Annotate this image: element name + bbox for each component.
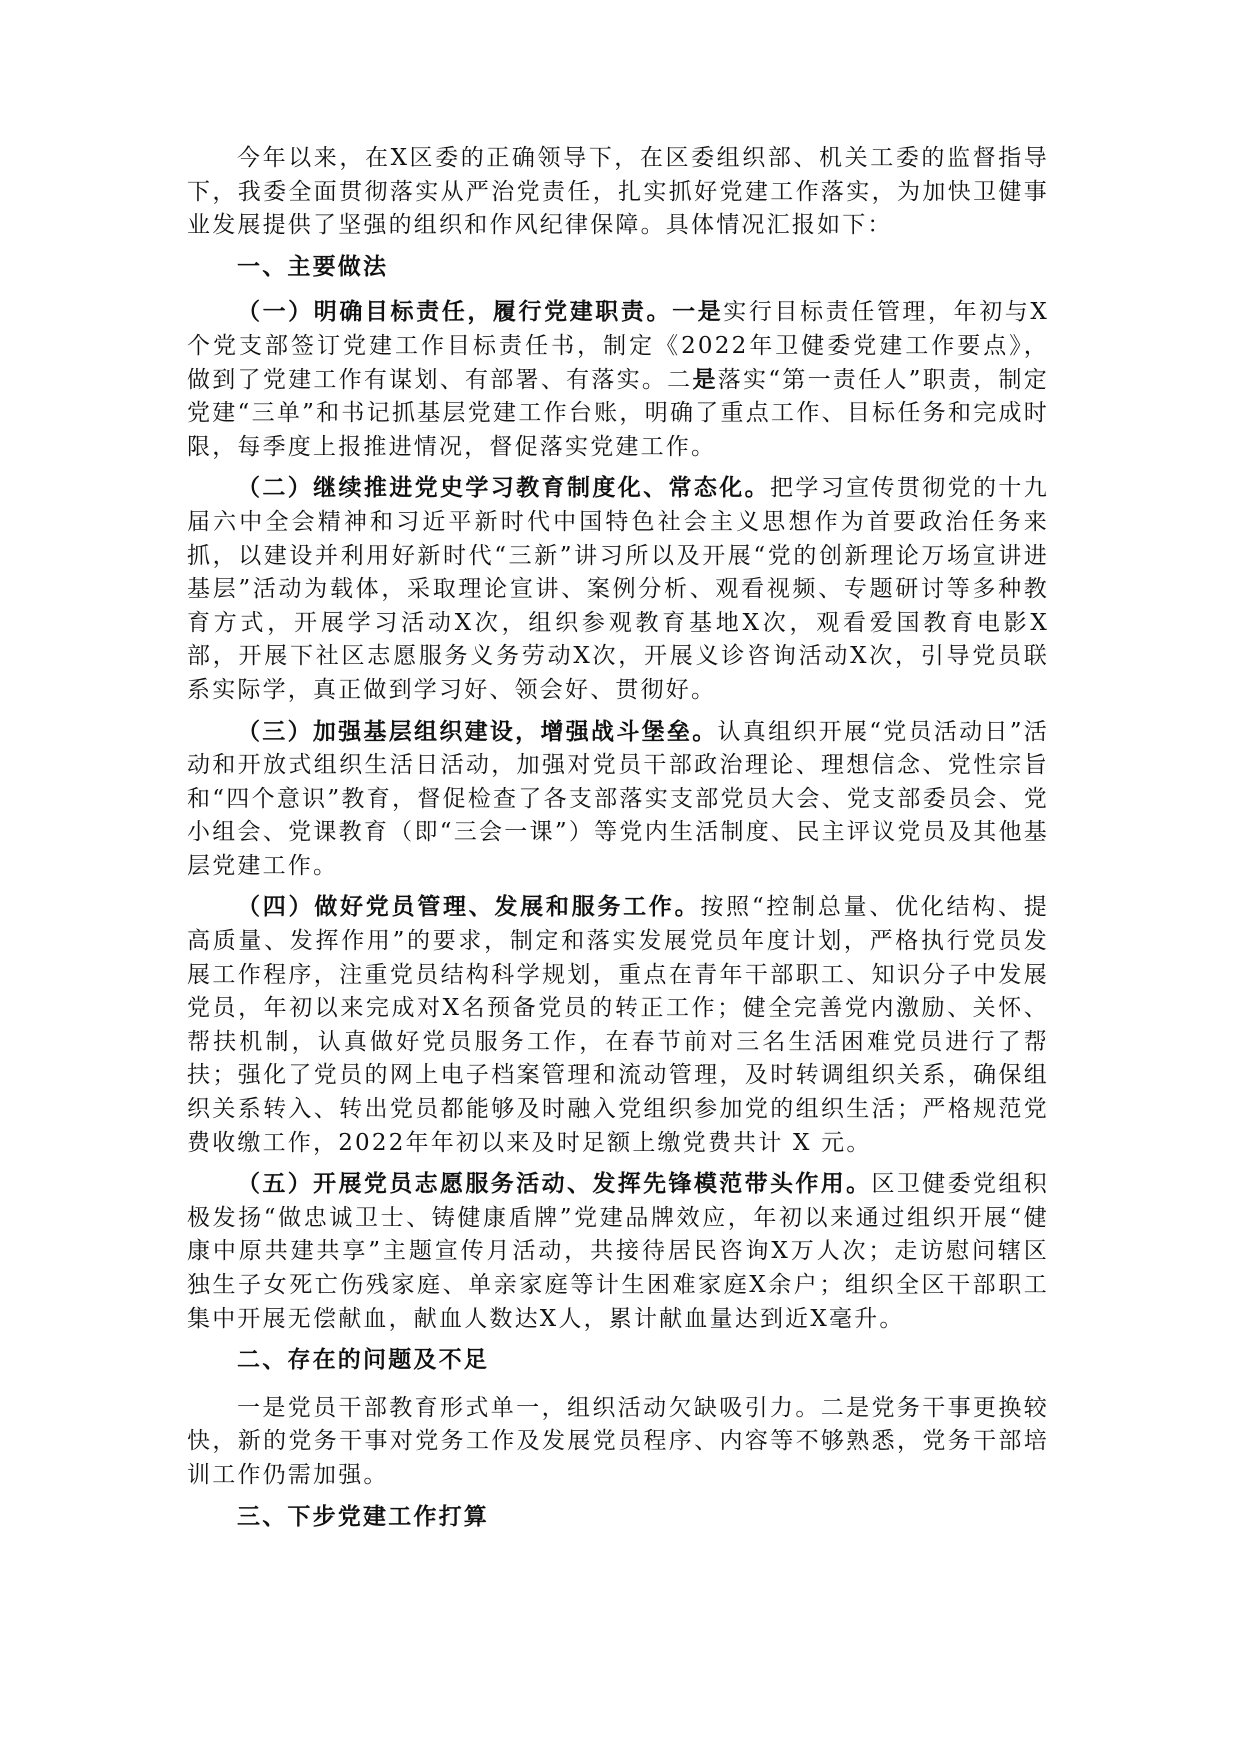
item-2-body: 把学习宣传贯彻党的十九届六中全会精神和习近平新时代中国特色社会主义思想作为首要政治任务来抓，以建设并利用好新时代“三新”讲习所以及开展“党的创新理论万场宣讲进基层”活动为载体，采取理论宣讲、案例分析、观看视频、专题研讨等多种教育方式，开展学习活动X次，组织参观教育基地X次，观看爱国教育电影X部，开展下社区志愿服务义务劳动X次，开展义诊咨询活动X次，引导党员联系实际学，真正做到学习好、领会好、贯彻好。 <box>187 475 1050 703</box>
item-1-mid: 是 <box>692 366 718 393</box>
item-1-paragraph <box>187 296 1049 464</box>
document-page <box>187 142 1049 1548</box>
section-heading-next-steps: 三、下步党建工作打算 <box>237 1503 489 1530</box>
section-heading-problems: 二、存在的问题及不足 <box>237 1347 489 1374</box>
item-3-paragraph <box>187 716 1049 884</box>
intro-paragraph: 今年以来，在X区委的正确领导下，在区委组织部、机关工委的监督指导下，我委全面贯彻落实从严治党责任，扎实抓好党建工作落实，为加快卫健事业发展提供了坚强的组织和作风纪律保障。具体情况汇报如下： <box>187 145 1049 239</box>
item-5-paragraph <box>187 1168 1049 1336</box>
item-1-body-b: 落实“第一责任人”职责，制定党建“三单”和书记抓基层党建工作台账，明确了重点工作、目标任务和完成时限，每季度上报推进情况，督促落实党建工作。 <box>187 366 1049 460</box>
item-2-title: （二）继续推进党史学习教育制度化、常态化。 <box>237 475 770 502</box>
item-5-title: （五）开展党员志愿服务活动、发挥先锋模范带头作用。 <box>237 1171 872 1198</box>
item-3-title: （三）加强基层组织建设，增强战斗堡垒。 <box>237 718 718 745</box>
item-3-body: 认真组织开展“党员活动日”活动和开放式组织生活日活动，加强对党员干部政治理论、理想信念、党性宗旨和“四个意识”教育，督促检查了各支部落实支部党员大会、党支部委员会、党小组会、党课教育（即“三会一课”）等党内生活制度、民主评议党员及其他基层党建工作。 <box>187 718 1049 879</box>
problems-paragraph: 一是党员干部教育形式单一，组织活动欠缺吸引力。二是党务干事更换较快，新的党务干事对党务工作及发展党员程序、内容等不够熟悉，党务干部培训工作仍需加强。 <box>187 1394 1049 1488</box>
item-1-body-a: 实行目标责任管理，年初与X个党支部签订党建工作目标责任书，制定《2022年卫健委党建工作要点》，做到了党建工作有谋划、有部署、有落实。二 <box>187 299 1049 393</box>
item-4-body: 按照“控制总量、优化结构、提高质量、发挥作用”的要求，制定和落实发展党员年度计划，严格执行党员发展工作程序，注重党员结构科学规划，重点在青年干部职工、知识分子中发展党员，年初以来完成对X名预备党员的转正工作；健全完善党内激励、关怀、帮扶机制，认真做好党员服务工作，在春节前对三名生活困难党员进行了帮扶；强化了党员的网上电子档案管理和流动管理，及时转调组织关系，确保组织关系转入、转出党员都能够及时融入党组织参加党的组织生活；严格规范党费收缴工作，2022年年初以来及时足额上缴党费共计 X 元。 <box>187 894 1049 1156</box>
item-4-title: （四）做好党员管理、发展和服务工作。 <box>237 894 701 921</box>
item-4-paragraph <box>187 891 1049 1160</box>
item-1-lead: 一是 <box>672 299 724 326</box>
item-5-body: 区卫健委党组积极发扬“做忠诚卫士、铸健康盾牌”党建品牌效应，年初以来通过组织开展“健康中原共建共享”主题宣传月活动，共接待居民咨询X万人次；走访慰问辖区独生子女死亡伤残家庭、单亲家庭等计生困难家庭X余户；组织全区干部职工集中开展无偿献血，献血人数达X人，累计献血量达到近X毫升。 <box>187 1171 1049 1332</box>
section-heading-main-practices: 一、主要做法 <box>237 253 389 280</box>
item-2-paragraph <box>187 472 1049 707</box>
item-1-title: （一）明确目标责任，履行党建职责。 <box>237 299 673 326</box>
